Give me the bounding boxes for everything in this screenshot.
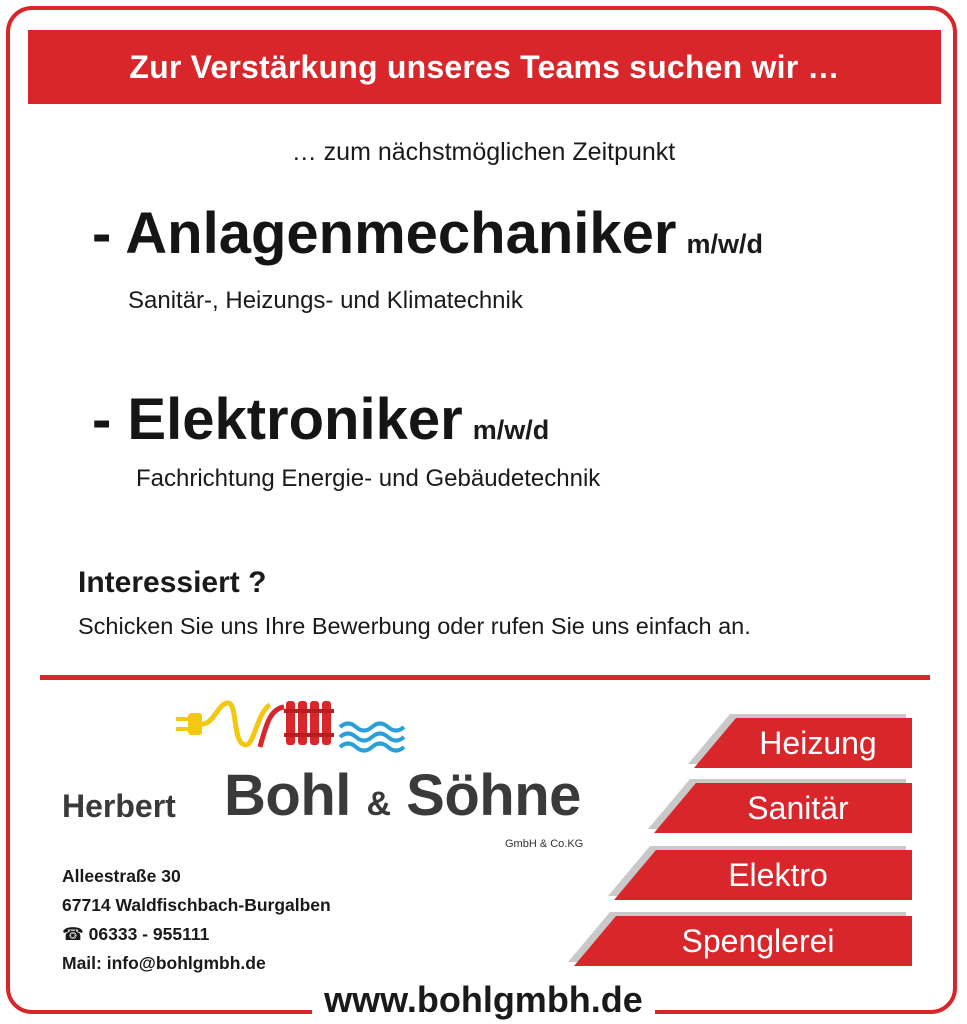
service-spenglerei <box>574 916 912 966</box>
service-elektro <box>614 850 912 900</box>
company-name-ampersand: & <box>366 785 391 823</box>
water-waves-icon <box>340 724 404 751</box>
company-name-part2: Söhne <box>406 763 581 828</box>
service-heizung <box>694 718 912 768</box>
address-email: Mail: info@bohlgmbh.de <box>62 953 266 973</box>
job-title-text: - Elektroniker <box>92 387 463 452</box>
service-label: Sanitär <box>747 789 849 826</box>
service-label: Spenglerei <box>681 922 835 959</box>
address-city: 67714 Waldfischbach-Burgalben <box>62 895 331 915</box>
job-gender-suffix: m/w/d <box>472 415 550 445</box>
job-description-elektroniker: Fachrichtung Energie- und Gebäudetechnik <box>136 465 601 492</box>
radiator-icon <box>260 701 334 747</box>
company-first-name: Herbert <box>62 788 176 824</box>
job-title-anlagenmechaniker <box>92 200 763 267</box>
company-name-part1: Bohl <box>224 763 351 828</box>
headline-text: Zur Verstärkung unseres Teams suchen wir … <box>129 48 840 85</box>
company-legal-form: GmbH & Co.KG <box>505 838 584 850</box>
company-name <box>224 762 581 829</box>
headline-banner <box>28 30 941 104</box>
service-sanitaer <box>654 783 912 833</box>
service-label: Elektro <box>728 856 828 893</box>
website-link[interactable]: www.bohlgmbh.de <box>312 979 655 1020</box>
website-footer <box>0 979 967 1021</box>
company-logo-icon <box>174 695 410 755</box>
section-divider <box>40 675 930 680</box>
address-street: Alleestraße 30 <box>62 866 181 886</box>
sub-headline: … zum nächstmöglichen Zeitpunkt <box>291 138 676 166</box>
service-label: Heizung <box>759 724 877 761</box>
interest-heading: Interessiert ? <box>78 566 267 599</box>
job-title-text: - Anlagenmechaniker <box>92 201 677 266</box>
job-title-elektroniker <box>92 386 549 453</box>
job-gender-suffix: m/w/d <box>686 229 763 259</box>
address-phone: ☎ 06333 - 955111 <box>62 924 210 944</box>
job-description-anlagenmechaniker: Sanitär-, Heizungs- und Klimatechnik <box>128 287 523 314</box>
plug-icon <box>176 703 270 745</box>
interest-text: Schicken Sie uns Ihre Bewerbung oder rufen Sie uns einfach an. <box>78 613 751 639</box>
